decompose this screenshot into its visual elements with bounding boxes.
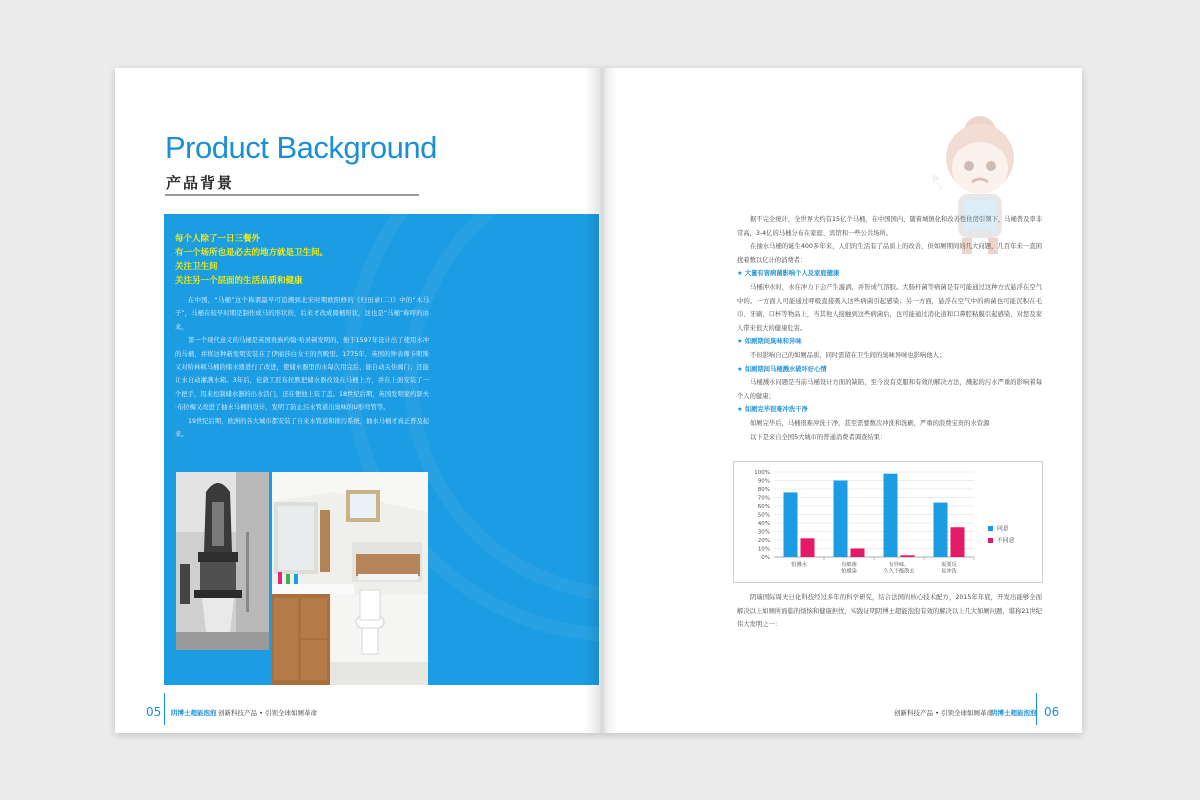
x-category-label: 怕感染 xyxy=(841,568,857,575)
page-title-en: Product Background xyxy=(165,130,437,165)
legend-label: 不同意 xyxy=(997,538,1015,544)
bar-disagree xyxy=(801,538,815,557)
x-category-label: 久久不能散去 xyxy=(883,568,915,575)
right-page xyxy=(599,68,1082,733)
paragraph: 马桶冲水时，水在冲力下会产生漩涡，并形成气溶胶。大肠杆菌等病菌是有可能通过这种方式悬浮在空气中的。一方面人可能通过呼吸直接吸入这些病菌引起感染；另一方面，悬浮在空气中的病菌也可能沉积在毛巾、牙刷、口杯等物品上，当其他人接触到这些病菌后，也可能通过消化道和口鼻腔粘膜引起感染，对您及家人带来很大的健康危害。 xyxy=(737,283,1042,332)
left-page xyxy=(115,68,599,733)
y-tick-label: 90% xyxy=(757,478,770,485)
highlight-line: 关注另一个层面的生活品质和健康 xyxy=(175,276,303,286)
x-category-label: 需要反 xyxy=(941,562,957,568)
modern-bathroom-photo xyxy=(272,472,428,685)
footer-brand: 阴博士超能泡泡 xyxy=(171,709,217,717)
paragraph: 不但影响自己的如厕品质，同时需留在卫生间的臭味异味也影响他人； xyxy=(750,351,946,359)
blue-content-panel xyxy=(164,214,599,685)
y-tick-label: 70% xyxy=(757,495,770,502)
paragraph: 如厕完毕后，马桶很难冲洗干净，甚至需要数次冲洗和洗刷，严重的浪费宝贵的水资源 xyxy=(750,419,990,427)
x-category-label: 有异味， xyxy=(888,562,910,568)
survey-chart xyxy=(733,461,1043,583)
bar-disagree xyxy=(951,527,965,557)
right-text-column xyxy=(737,213,1042,444)
footer-slogan: 创新科技产品 • 引领全球如厕革命 xyxy=(894,709,993,717)
y-tick-label: 60% xyxy=(757,504,770,510)
y-tick-label: 100% xyxy=(754,470,770,476)
highlight-line: 关注卫生间 xyxy=(175,262,218,272)
page-number-right: 06 xyxy=(1044,705,1060,719)
bar-disagree xyxy=(901,555,915,557)
section-heading: ★ 大量有害病菌影响个人及家庭健康 xyxy=(737,270,840,278)
x-category-label: 复冲洗 xyxy=(941,568,957,575)
legend-label: 同意 xyxy=(997,526,1009,532)
paragraph: 据不完全统计，全世界大约有15亿个马桶，在中国国内，随着城镇化和改善性住房引领下，马桶普及率非常高，3-4亿的马桶分布在家庭、宾馆和一些公共场所。 xyxy=(737,216,1042,237)
paragraph: 以下是来自全国5大城市的普通消费者调查结果： xyxy=(750,433,887,441)
y-tick-label: 50% xyxy=(757,512,770,519)
legend-swatch xyxy=(988,538,993,543)
bar-agree xyxy=(934,503,948,557)
section-heading: ★ 如厕期间马桶溅水破坏好心情 xyxy=(737,365,827,373)
mascot-text: 哎~~ xyxy=(930,174,945,192)
y-tick-label: 80% xyxy=(757,487,770,493)
bar-disagree xyxy=(851,549,865,558)
paragraph: 马桶溅水问题是当前马桶设计方面的缺陷，至今没有克服和有效的解决方法，溅起的污水严重的影响着每个人的健康； xyxy=(737,379,1042,400)
section-heading: ★ 如厕完毕很难冲洗干净 xyxy=(737,406,808,414)
footer-brand: 阴博士超能泡泡 xyxy=(991,709,1037,717)
y-tick-label: 40% xyxy=(757,521,770,527)
legend-swatch xyxy=(988,526,993,531)
paragraph: 在中国，“马桶”这个称谓最早可追溯到北宋时期欧阳修的《归田录(二)》中的“木马子”，马桶在较早时期是制作成马的形状的，后来才改成圆桶形状，这也是“马桶”称呼的由来。 xyxy=(175,297,429,331)
paragraph: 阴瑞国际周夫日化科技经过多年的科学研究，结合法国的核心技术配方，2015年年底，开发出能够全面解决以上如厕所面临的烦恼和健康担忧，实践证明阴博士超能泡泡有效的解决以上几大如厕问题，堪称21世纪伟大发明之一： xyxy=(737,594,1042,629)
x-category-label: 有细菌 xyxy=(841,562,857,568)
y-tick-label: 10% xyxy=(757,546,770,553)
footer-slogan: 创新科技产品 • 引领全球如厕革命 xyxy=(218,709,317,717)
survey-bar-chart xyxy=(734,462,1042,582)
highlight-block xyxy=(175,232,435,288)
page-title-cn: 产品背景 xyxy=(166,174,235,192)
vintage-toilet-photo xyxy=(176,472,269,650)
footer-divider xyxy=(164,693,165,725)
bar-agree xyxy=(884,474,898,557)
y-tick-label: 30% xyxy=(757,529,770,536)
highlight-line: 每个人除了一日三餐外 xyxy=(175,234,261,244)
highlight-line: 有一个场所也是必去的地方就是卫生间。 xyxy=(175,248,329,258)
paragraph: 第一个现代意义的马桶是英国贵族约翰·哈灵顿发明的，他于1597年设计出了使用水冲的马桶，并将这种新发明安装在了伊丽莎白女王的宫殿里。1775年，英国的钟表师卡明斯又对哈林顿马桶的储水器进行了改进，使储水器里的水每次用完后，能自动关住阀门；还能让水自动灌满水箱。3年后，伦敦工匠布拉默把储水器改设在马桶上方，并在上面安装了一个把手，用来控制储水器的出水活门，还在便池上装了盖。18世纪后期，英国发明家约瑟夫·布拉梅又改进了抽水马桶的设计，发明了防止污水管道出臭味的U形弯管等。 xyxy=(175,337,429,412)
x-category-label: 怕溅水 xyxy=(791,562,807,568)
paragraph: 19世纪后期，欧洲的各大城市都安装了自来水管道和排污系统，抽水马桶才真正普及起来。 xyxy=(175,417,429,439)
y-tick-label: 20% xyxy=(757,538,770,544)
bar-agree xyxy=(784,492,798,557)
brochure-spread xyxy=(115,68,1082,733)
closing-text xyxy=(737,591,1042,632)
history-text xyxy=(175,294,429,441)
title-divider xyxy=(165,194,419,196)
bar-agree xyxy=(834,481,848,558)
footer-divider xyxy=(1036,693,1037,725)
paragraph: 在抽水马桶的诞生400多年来，人们的生活有了品质上的改善，但如厕期间的几大问题，几百年来一直困扰着数以亿计的消费者： xyxy=(737,243,1042,264)
y-tick-label: 0% xyxy=(761,555,770,561)
section-heading: ★ 如厕期间臭味和异味 xyxy=(737,338,802,346)
page-number-left: 05 xyxy=(146,705,162,719)
